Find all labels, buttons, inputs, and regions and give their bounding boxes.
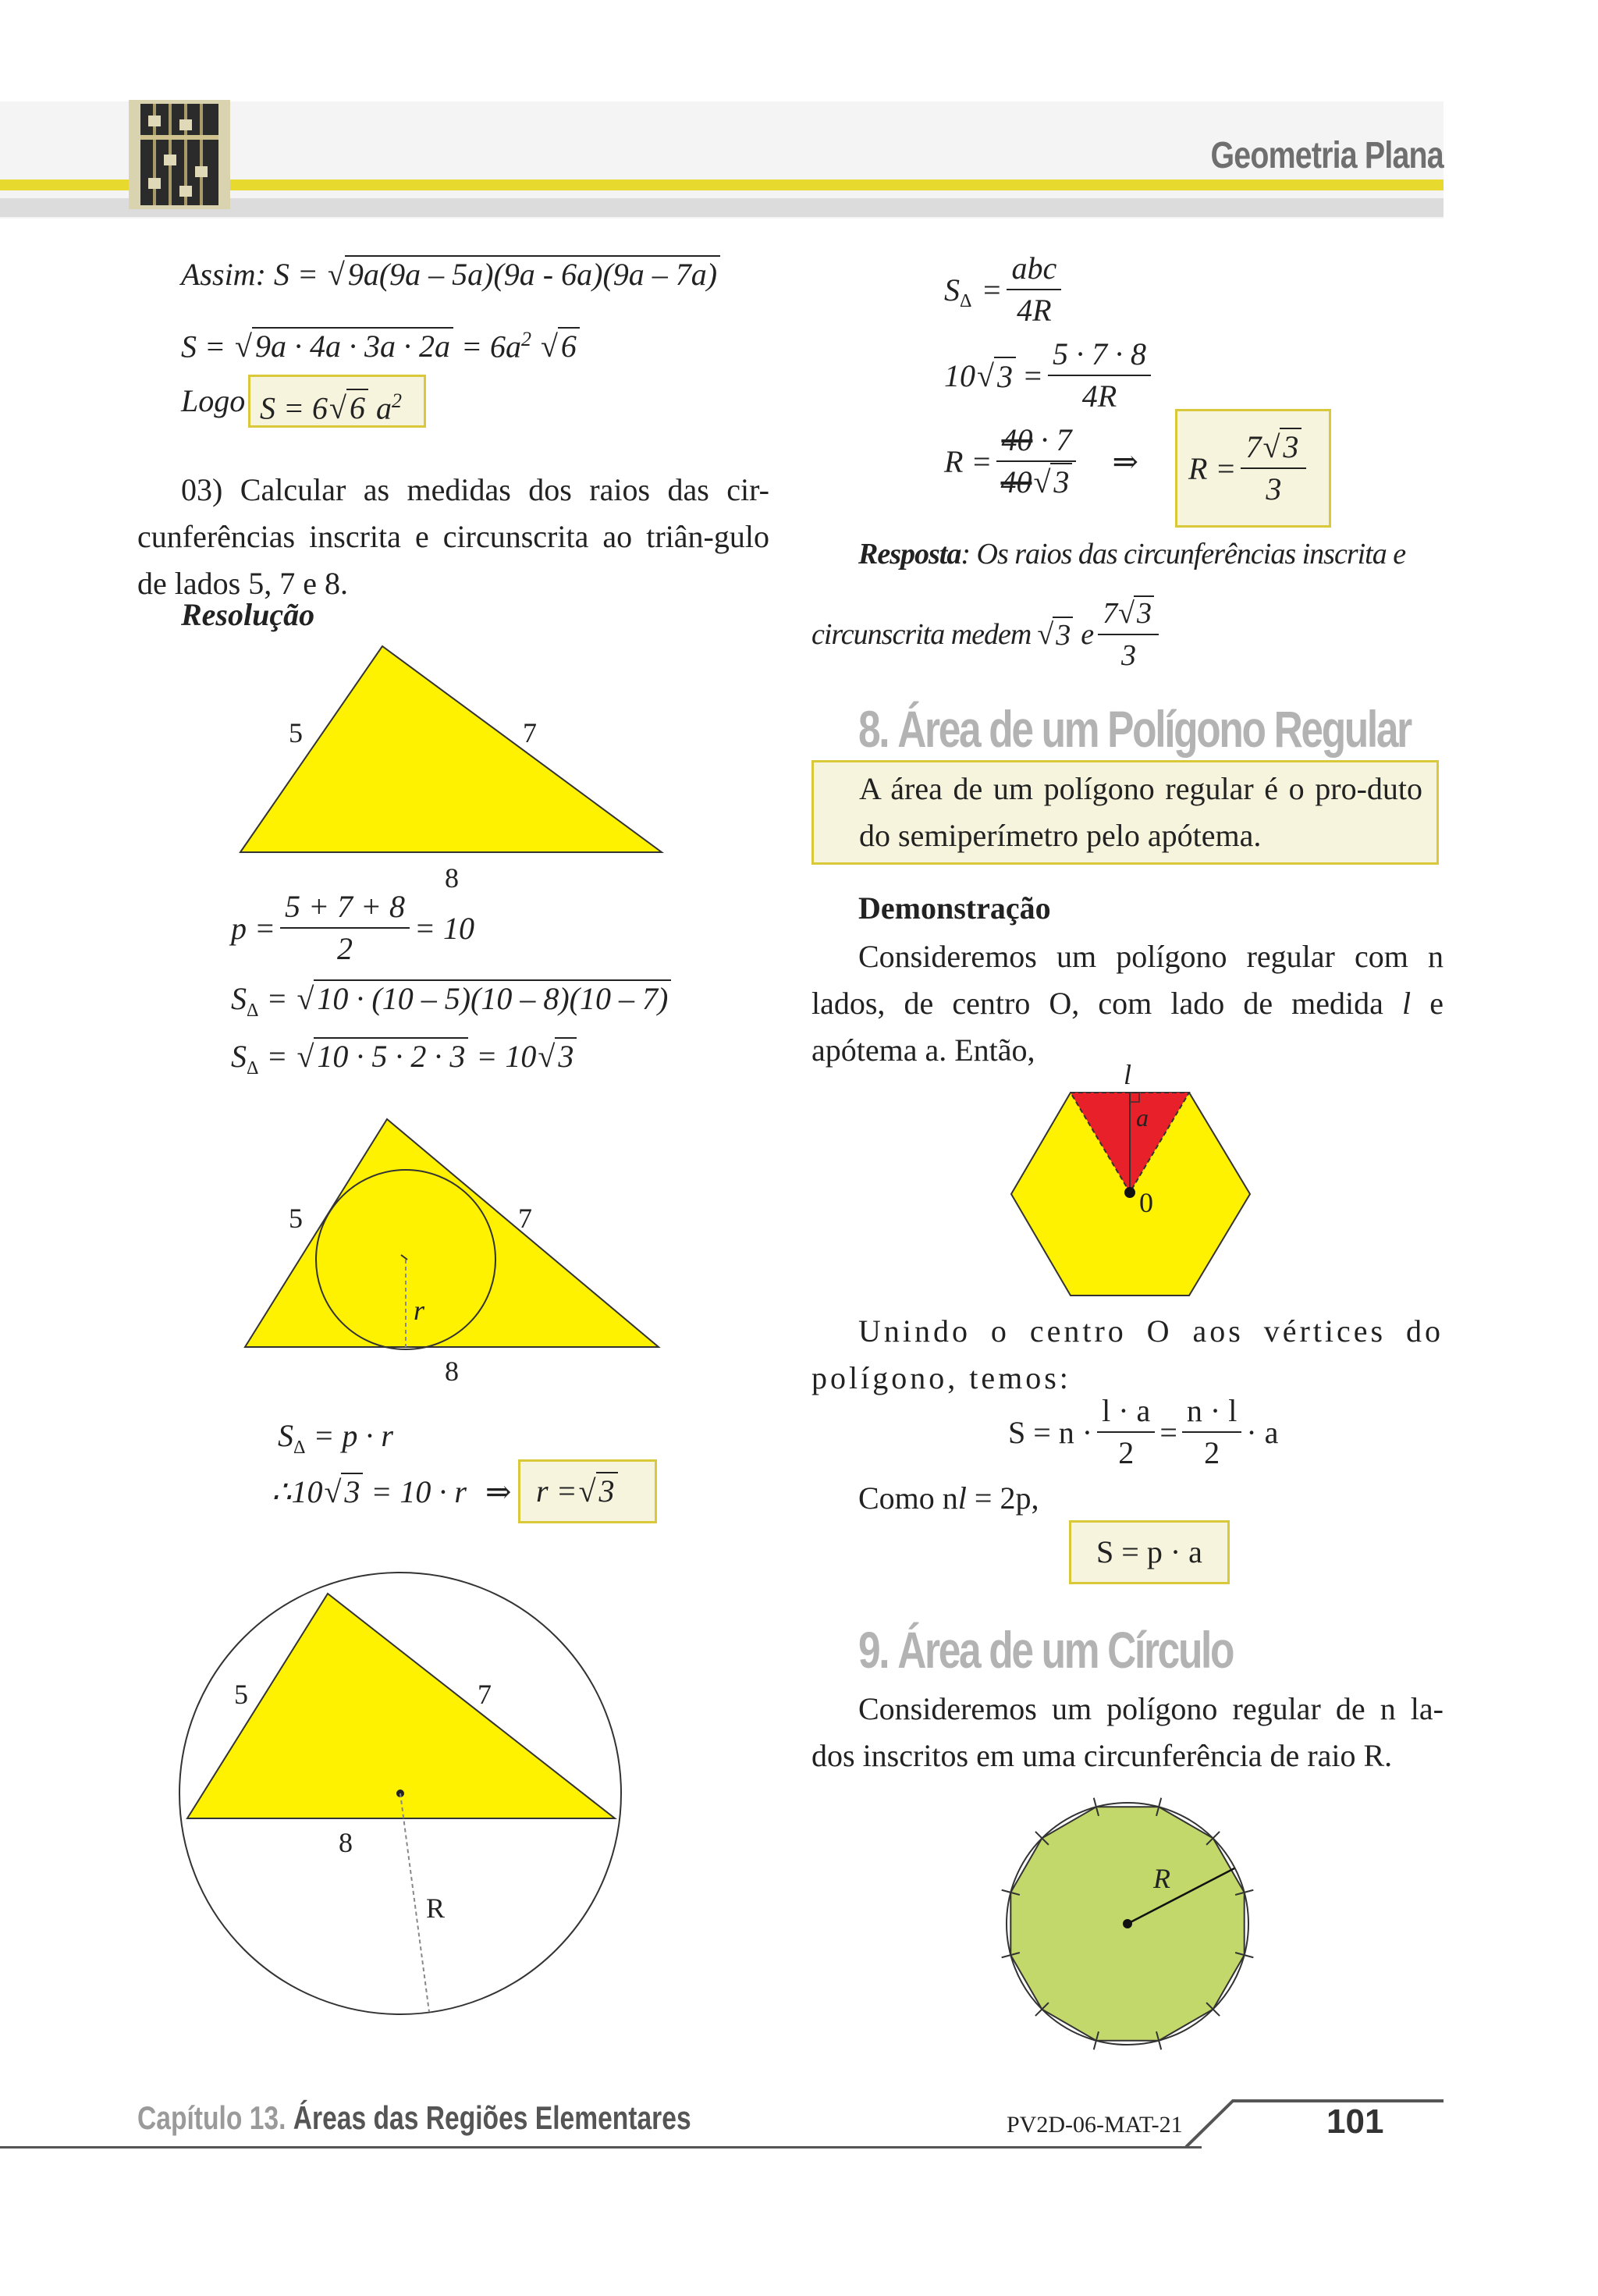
sd-numerator: abc — [1007, 248, 1061, 290]
como-line — [858, 1475, 1039, 1522]
assim-s: S = — [273, 257, 318, 292]
tri3-side-b: 7 — [478, 1679, 492, 1710]
s1-eq: = — [266, 981, 288, 1016]
s2-eq: = — [266, 1039, 288, 1074]
spa-box: S = p · a — [1069, 1520, 1230, 1584]
triangle-figure-3 — [179, 1584, 648, 2037]
rbox-left: R = — [1188, 450, 1237, 486]
demo-text-2: e apótema a. Então, — [811, 986, 1444, 1068]
hex-apothem-label: a — [1136, 1104, 1149, 1132]
assim-line: Assim: S = √ 9a(9a – 5a)(9a - 6a)(9a – 7a) — [181, 256, 720, 293]
footer-chapter-prefix: Capítulo 13. — [137, 2099, 286, 2136]
theorem-box-8: A área de um polígono regular é o pro-duto do semiperímetro pelo apótema. — [811, 760, 1439, 865]
l2-numerator: 5 · 7 · 8 — [1048, 334, 1151, 376]
dodecagon-radius-label: R — [1153, 1863, 1170, 1894]
footer-line — [0, 2146, 1202, 2149]
s-line-root: 6 — [558, 327, 580, 364]
l3-den-strike: 40 — [1000, 464, 1032, 499]
footer-corner — [1186, 2098, 1444, 2152]
triangle-2-shape — [245, 1119, 659, 1347]
page-number: 101 — [1326, 2102, 1384, 2141]
l3-num-strike: 40 — [1001, 422, 1033, 457]
rbox-num: 7 — [1245, 429, 1262, 464]
resposta-line — [858, 537, 1405, 571]
logo-result-box: S = 6√ 6 $a^2$ — [248, 375, 426, 428]
hexagon-center-dot — [1124, 1187, 1135, 1198]
tri2-radius-label: r — [414, 1295, 425, 1326]
tri1-side-c: 8 — [445, 862, 459, 894]
hex-side-label: l — [1124, 1059, 1132, 1090]
formula-eq: = — [1159, 1414, 1177, 1450]
tri3-radius-label: R — [426, 1893, 446, 1924]
section-9-title: 9. Área de um Círculo — [858, 1621, 1234, 1679]
logo-box-root: 6 — [346, 389, 368, 425]
triangle-1-shape — [240, 646, 662, 852]
sd-label: S — [944, 272, 960, 307]
l3-den-root: 3 — [1050, 463, 1072, 499]
dodecagon-figure — [991, 1787, 1264, 2060]
resp-num: 7 — [1103, 597, 1117, 630]
resp-root: 3 — [1053, 617, 1073, 652]
R-result-box: R = $\frac{7√ 3}{3}$ — [1175, 409, 1331, 528]
header-title: Geometria Plana — [1210, 135, 1444, 176]
l2-left: 10 — [944, 357, 975, 393]
unindo-text: Unindo o centro O aos vértices do polígono, temos: — [811, 1313, 1444, 1395]
s1-radicand: 10 · (10 – 5)(10 – 8)(10 – 7) — [314, 979, 671, 1016]
sd-eq: = — [981, 272, 1003, 307]
formula-a: · a — [1246, 1414, 1279, 1450]
l2-formula: 10 √ 3 = $\frac{5 \cdot 7 \cdot 8}{4R}$ — [944, 334, 1156, 417]
r-result-box: r =√ 3 — [518, 1459, 657, 1523]
spr-line — [278, 1417, 393, 1459]
assim-label: Assim: — [181, 257, 266, 292]
p-formula — [231, 887, 474, 969]
section-8-title: 8. Área de um Polígono Regular — [858, 700, 1411, 758]
tri2-side-b: 7 — [518, 1203, 532, 1234]
therefore-line: ∴10√ 3 = 10 · r ⇒ — [272, 1474, 512, 1509]
logo-box-a: a — [375, 390, 392, 426]
formula-den1: 2 — [1118, 1435, 1135, 1470]
sd-formula — [944, 248, 1066, 331]
sd-sub: Δ — [960, 291, 972, 311]
rbox-den: 3 — [1266, 471, 1282, 506]
area-formula — [1008, 1391, 1278, 1473]
hex-center-label: 0 — [1139, 1187, 1153, 1218]
p-label: p = — [231, 910, 275, 946]
implies-arrow-1: ⇒ — [485, 1474, 512, 1509]
s2-sub: Δ — [247, 1058, 259, 1079]
s-line-left: S = — [181, 329, 225, 364]
therefore-root: 3 — [341, 1473, 363, 1509]
demo-text-1: Consideremos um polígono regular com n lados, de centro O, com lado de medida — [811, 939, 1444, 1021]
s1-label: S — [231, 981, 247, 1016]
p-result: = 10 — [414, 910, 474, 946]
logo-box-sup: 2 — [391, 389, 402, 412]
l2-root: 3 — [994, 357, 1016, 395]
l2-denominator: 4R — [1081, 379, 1117, 414]
therefore-left: ∴10 — [272, 1474, 323, 1509]
resp-num-root: 3 — [1134, 595, 1154, 630]
tri2-side-c: 8 — [445, 1356, 459, 1387]
logo-label: Logo — [181, 383, 246, 418]
abacus-logo — [125, 100, 234, 209]
tri1-side-b: 7 — [523, 717, 537, 748]
footer-chapter — [137, 2099, 691, 2137]
s-line-radicand: 9a · 4a · 3a · 2a — [252, 327, 453, 364]
tri1-side-a: 5 — [289, 717, 303, 748]
footer-code: PV2D-06-MAT-21 — [1007, 2112, 1183, 2138]
como-l: l — [957, 1480, 967, 1516]
triangle-figure-1 — [234, 640, 671, 858]
spr-sub: Δ — [293, 1438, 306, 1458]
l2-eq: = — [1021, 357, 1043, 393]
s2-radicand: 10 · 5 · 2 · 3 — [314, 1037, 468, 1074]
demonstracao-title: Demonstração — [858, 890, 1051, 926]
formula-den2: 2 — [1204, 1435, 1220, 1470]
implies-arrow-2: ⇒ — [1112, 443, 1138, 479]
therefore-rest: = 10 · r — [371, 1474, 467, 1509]
l3-formula: R = $\frac{40 \cdot 7}{40√ 3}$ ⇒ — [944, 420, 1138, 503]
resposta-text: : Os raios das circunferências inscrita e — [961, 538, 1406, 570]
spr-label: S — [278, 1418, 293, 1453]
circle-text: Consideremos um polígono regular de n la-dos inscritos em uma circunferência de raio R. — [811, 1691, 1444, 1773]
hexagon-figure — [1007, 1088, 1256, 1299]
dodecagon-center-dot — [1123, 1919, 1132, 1928]
s2-result: = 10 — [476, 1039, 537, 1074]
r-box-label: r = — [536, 1473, 577, 1509]
s-line-right: = 6a — [460, 329, 521, 364]
rbox-num-root: 3 — [1280, 428, 1301, 464]
resolucao-title: Resolução — [181, 597, 315, 632]
demo-l: l — [1402, 986, 1412, 1021]
como-text: Como n — [858, 1480, 958, 1516]
logo-line — [181, 382, 245, 419]
l3-left: R = — [944, 443, 993, 479]
tri3-side-c: 8 — [339, 1827, 353, 1858]
s2-label: S — [231, 1039, 247, 1074]
s1-sub: Δ — [247, 1001, 259, 1021]
spr-expr: = p · r — [313, 1418, 393, 1453]
demo-text — [811, 933, 1444, 1074]
resposta-label: Resposta — [858, 538, 961, 570]
formula-num1: l · a — [1097, 1391, 1155, 1433]
formula-s: S = n · — [1008, 1414, 1093, 1450]
resp-den: 3 — [1121, 639, 1135, 672]
s-line-sup: 2 — [520, 328, 531, 350]
tri2-side-a: 5 — [289, 1203, 303, 1234]
assim-radicand: 9a(9a – 5a)(9a - 6a)(9a – 7a) — [345, 255, 720, 292]
footer-chapter-title: Áreas das Regiões Elementares — [286, 2099, 691, 2136]
como-rest: = 2p, — [966, 1480, 1039, 1516]
tri3-side-a: 5 — [234, 1679, 248, 1710]
formula-num2: n · l — [1182, 1391, 1241, 1433]
r-box-root: 3 — [596, 1472, 618, 1509]
resp-e: e — [1081, 618, 1094, 651]
resposta-line2-text: circunscrita medem — [811, 618, 1032, 651]
p-numerator: 5 + 7 + 8 — [280, 887, 410, 929]
s1-line: $S_\Delta$ = √ 10 · (10 – 5)(10 – 8)(10 – 7) — [231, 980, 671, 1022]
p-denominator: 2 — [336, 931, 353, 966]
s-line: S = √ $9a \cdot 4a \cdot 3a \cdot 2a = 6a^2$ √ 6 — [181, 328, 580, 364]
resposta-line-2: circunscrita medem √ 3 e $\frac{7√ 3}{3}$ — [811, 593, 1163, 676]
s2-line: $S_\Delta$ = √ 10 · 5 · 2 · 3 = 10√ 3 — [231, 1038, 577, 1079]
l3-num-rest: · 7 — [1040, 422, 1072, 457]
problem-text: 03) Calcular as medidas dos raios das cir-cunferências inscrita e circunscrita ao triân-gulo de lados 5, 7 e 8. — [137, 472, 769, 601]
sd-denominator: 4R — [1017, 293, 1052, 328]
s2-root: 3 — [555, 1037, 577, 1074]
logo-box-s: S = 6 — [260, 390, 328, 426]
